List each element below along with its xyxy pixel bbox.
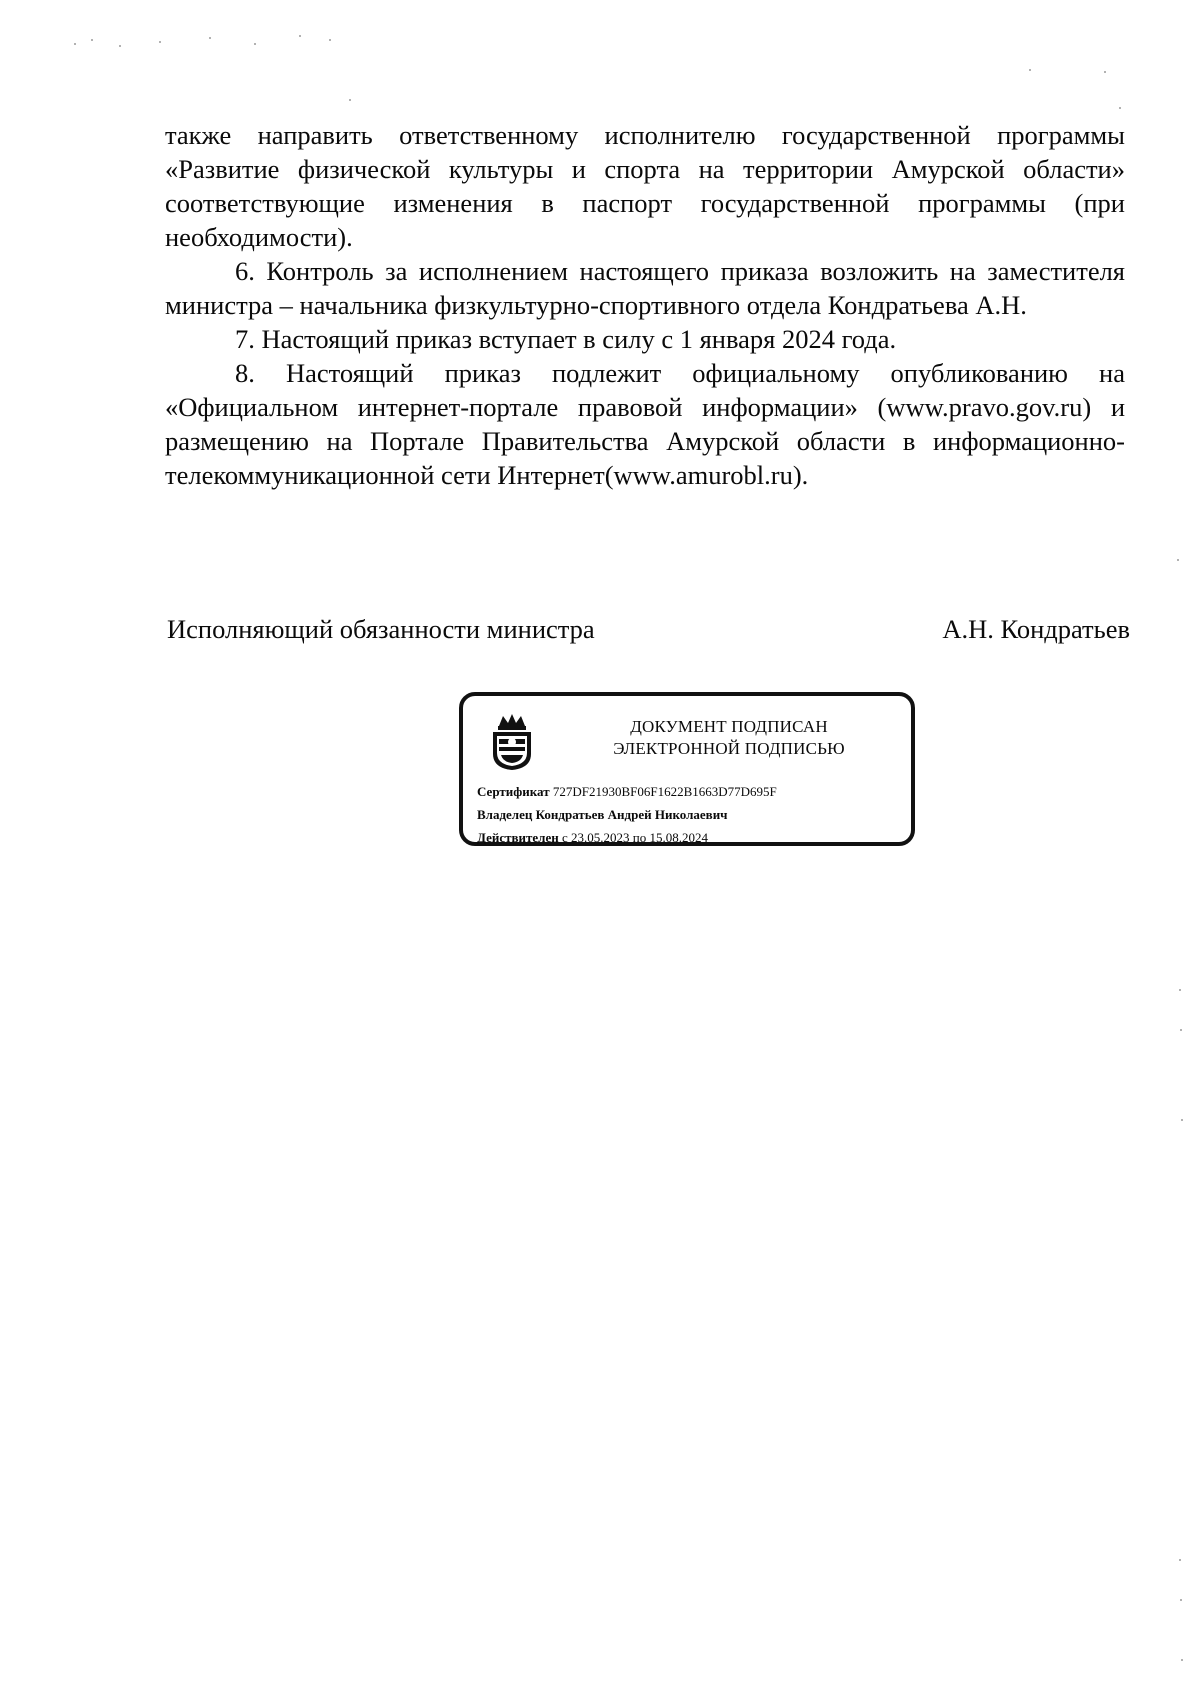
certificate-value: 727DF21930BF06F1622B1663D77D695F: [552, 784, 777, 799]
valid-from-date: 23.05.2023: [571, 830, 630, 845]
stamp-details: [477, 780, 777, 849]
valid-to-date: 15.08.2024: [649, 830, 708, 845]
stamp-heading: [559, 716, 899, 760]
paragraph-item-7: 7. Настоящий приказ вступает в силу с 1 января 2024 года.: [235, 324, 897, 354]
valid-to-prefix: по: [632, 830, 647, 845]
certificate-label: Сертификат: [477, 784, 550, 799]
coat-of-arms-icon: [489, 712, 535, 772]
electronic-signature-stamp: [459, 692, 915, 846]
owner-row: [477, 803, 777, 826]
valid-label: Действителен: [477, 830, 559, 845]
owner-label: Владелец: [477, 807, 533, 822]
signatory-position: Исполняющий обязанности министра: [167, 614, 595, 644]
stamp-title-line2: ЭЛЕКТРОННОЙ ПОДПИСЬЮ: [613, 739, 845, 758]
signatory-name: А.Н. Кондратьев: [942, 614, 1130, 644]
paragraph-item-6: 6. Контроль за исполнением настоящего приказа возложить на заместителя министра – начальника физкультурно-спортивного отдела Кондратьева А.Н.: [165, 256, 1125, 320]
document-body: [165, 118, 1125, 492]
stamp-title-line1: ДОКУМЕНТ ПОДПИСАН: [630, 717, 828, 736]
certificate-row: [477, 780, 777, 803]
paragraph-continuation: также направить ответственному исполнителю государственной программы «Развитие физической культуры и спорта на территории Амурской области» соответствующие изменения в паспорт государственной программы (при необходимости).: [165, 120, 1125, 252]
signature-block: [167, 614, 1130, 645]
owner-value: Кондратьев Андрей Николаевич: [535, 807, 728, 822]
validity-row: [477, 826, 777, 849]
paragraph-item-8: 8. Настоящий приказ подлежит официальному опубликованию на «Официальном интернет-портале правовой информации» (www.pravo.gov.ru) и размещению на Портале Правительства Амурской области в информационно-телекоммуникационной сети Интернет(www.amurobl.ru).: [165, 358, 1125, 490]
valid-from-prefix: с: [562, 830, 568, 845]
